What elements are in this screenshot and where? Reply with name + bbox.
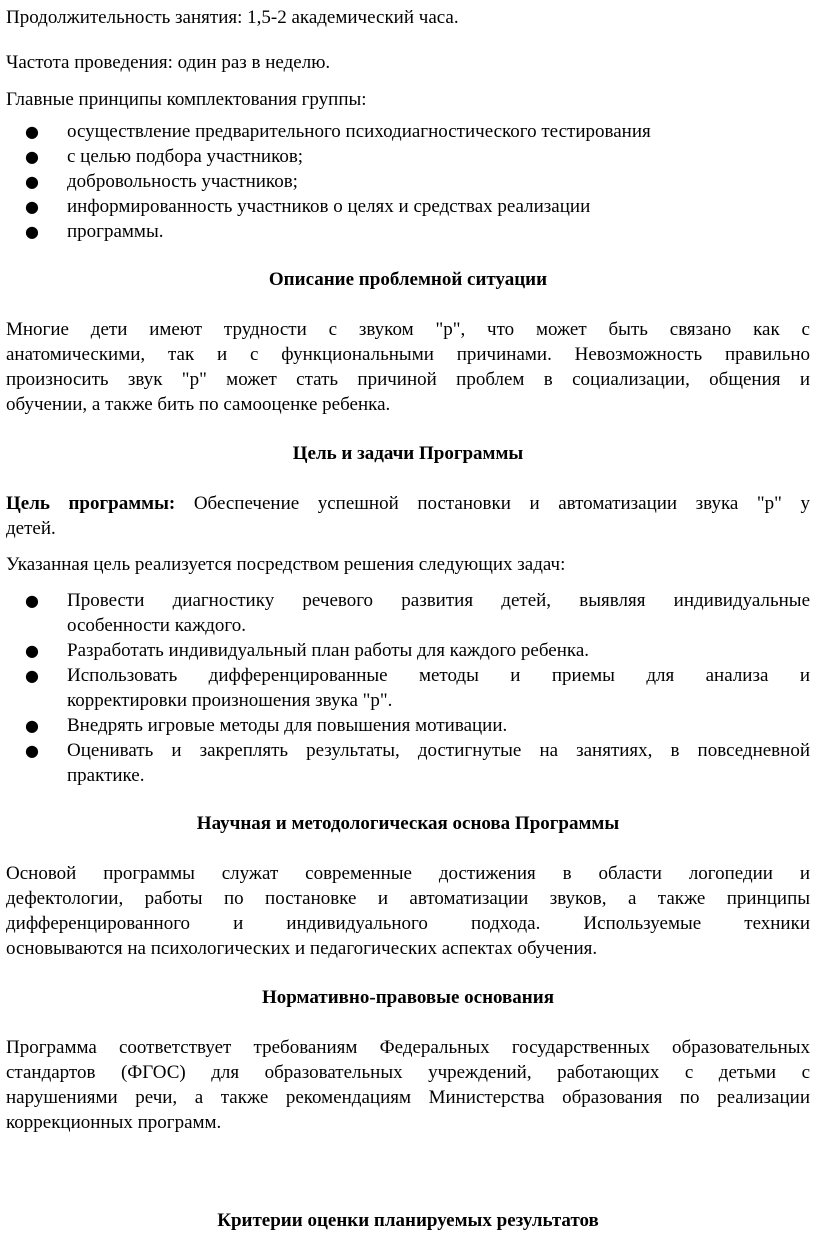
bullet-icon: ● [25,666,39,685]
bullet-icon: ● [25,122,39,141]
goal-label: Цель программы: [6,493,176,514]
frequency-line: Частота проведения: один раз в неделю. [6,52,331,73]
list-item: ● Внедрять игровые методы для повышения мотивации. [25,715,508,736]
problem-paragraph: Многие дети имеют трудности с звуком "р", что может быть связано как с анатомическими, так и с функциональными причинами. Невозможность правильно произносить звук "р" может стать причиной проблем в социализации, общения и обучении, а также бить по самооценке ребенка. [6,319,810,415]
list-item: ● информированность участников о целях и средствах реализации [25,196,591,217]
principles-list [6,119,810,244]
bullet-icon: ● [25,197,39,216]
bullet-icon: ● [25,172,39,191]
list-item: ● Использовать дифференцированные методы и приемы для анализа и корректировки произношения звука "р". [25,665,810,711]
goal-paragraph: Цель программы: Обеспечение успешной постановки и автоматизации звука "р" у детей. [6,493,810,539]
criteria-heading: Критерии оценки планируемых результатов [217,1210,599,1231]
list-item: ● Оценивать и закреплять результаты, достигнутые на занятиях, в повседневной практике. [25,740,810,786]
science-heading: Научная и методологическая основа Программы [196,813,620,834]
list-item: ● осуществление предварительного психодиагностического тестирования [25,121,651,142]
tasks-intro: Указанная цель реализуется посредством решения следующих задач: [6,554,566,575]
list-item: ● добровольность участников; [25,171,298,192]
bullet-icon: ● [25,147,39,166]
bullet-icon: ● [25,716,39,735]
list-item: ● Провести диагностику речевого развития детей, выявляя индивидуальные особенности каждого. [25,590,810,636]
tasks-list [6,588,810,788]
list-item: ● Разработать индивидуальный план работы для каждого ребенка. [25,640,589,661]
list-item: ● с целью подбора участников; [25,146,304,167]
science-paragraph: Основой программы служат современные достижения в области логопедии и дефектологии, работы по постановке и автоматизации звуков, а также принципы дифференцированного и индивидуального подхода. Используемые техники основываются на психологических и педагогических аспектах обучения. [6,863,810,959]
legal-paragraph: Программа соответствует требованиям Федеральных государственных образовательных стандартов (ФГОС) для образовательных учреждений, работающих с детьми с нарушениями речи, а также рекомендациям Министерства образования по реализации коррекционных программ. [6,1037,810,1133]
bullet-icon: ● [25,591,39,610]
list-item: ● программы. [25,221,164,242]
bullet-icon: ● [25,222,39,241]
legal-heading: Нормативно-правовые основания [262,987,554,1008]
bullet-icon: ● [25,641,39,660]
duration-line: Продолжительность занятия: 1,5-2 академический часа. [6,7,459,28]
principles-title: Главные принципы комплектования группы: [6,89,367,110]
goals-heading: Цель и задачи Программы [292,443,524,464]
problem-heading: Описание проблемной ситуации [268,269,548,290]
bullet-icon: ● [25,741,39,760]
